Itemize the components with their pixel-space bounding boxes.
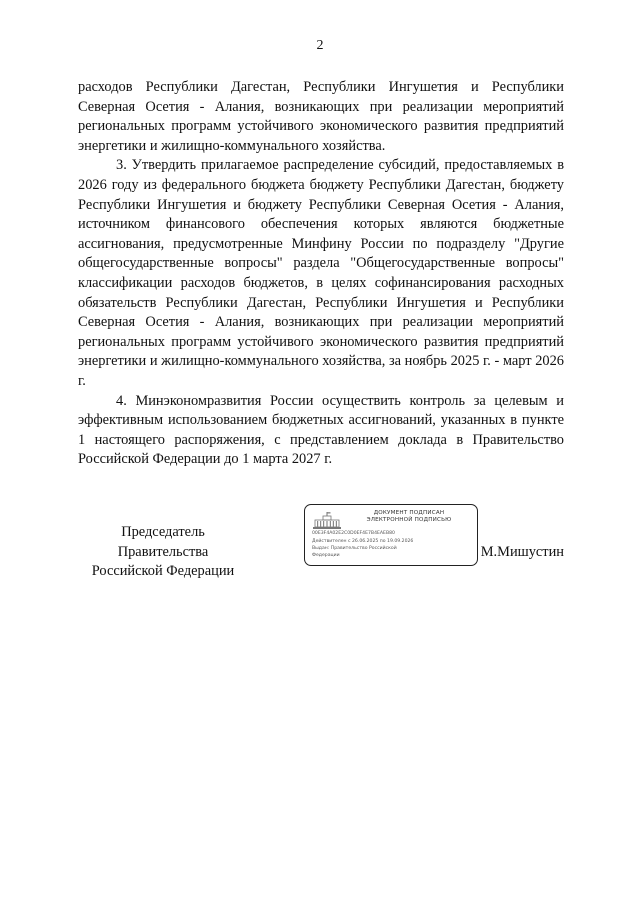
stamp-title-line1: ДОКУМЕНТ ПОДПИСАН <box>373 510 445 516</box>
stamp-validity: Действителен с 26.06.2025 по 19.09.2026 <box>312 539 414 544</box>
stamp-certificate: 00E3F4A02E2C0D0EF4E7B4EAEB80 <box>312 531 395 536</box>
signature-block <box>78 510 564 580</box>
signer-name: М.Мишустин <box>480 544 564 560</box>
stamp-title-line2: ЭЛЕКТРОННОЙ ПОДПИСЬЮ <box>366 517 452 523</box>
document-body <box>78 78 564 470</box>
page-number: 2 <box>316 38 324 53</box>
signer-position <box>78 523 248 582</box>
government-building-icon <box>312 511 342 531</box>
stamp-title <box>345 510 473 524</box>
stamp-issuer-line2: Федерации <box>312 553 340 558</box>
signer-position-line1: Председатель Правительства <box>117 524 209 560</box>
electronic-signature-stamp <box>304 504 478 566</box>
stamp-issuer-line1: Выдан: Правительство Российской <box>312 546 397 551</box>
signer-position-line2: Российской Федерации <box>91 563 235 580</box>
paragraph-item-4: 4. Минэкономразвития России осуществить контроль за целевым и эффективным использованием бюджетных ассигнований, указанных в пункте 1 настоящего распоряжения, с представлением доклада в Правительство Российской Федерации до 1 марта 2027 г. <box>78 392 564 468</box>
paragraph-continuation: расходов Республики Дагестан, Республики Ингушетия и Республики Северная Осетия - Алания, возникающих при реализации мероприятий региональных программ устойчивого экономического развития предприятий энергетики и жилищно-коммунального хозяйства. <box>78 79 564 154</box>
paragraph-item-3: 3. Утвердить прилагаемое распределение субсидий, предоставляемых в 2026 году из федерального бюджета бюджету Республики Дагестан, бюджету Республики Ингушетия и бюджету Республики Северная Осетия - Алания, источником финансового обеспечения которых являются бюджетные ассигнования, предусмотренные Минфину России по подразделу "Другие общегосударственные вопросы" раздела "Общегосударственные вопросы" классификации расходов бюджетов, в целях софинансирования расходных обязательств Республики Дагестан, Республики Ингушетия и Республики Северная Осетия - Алания, возникающих при реализации мероприятий региональных программ устойчивого экономического развития предприятий энергетики и жилищно-коммунального хозяйства, за ноябрь 2025 г. - март 2026 г. <box>78 157 564 389</box>
